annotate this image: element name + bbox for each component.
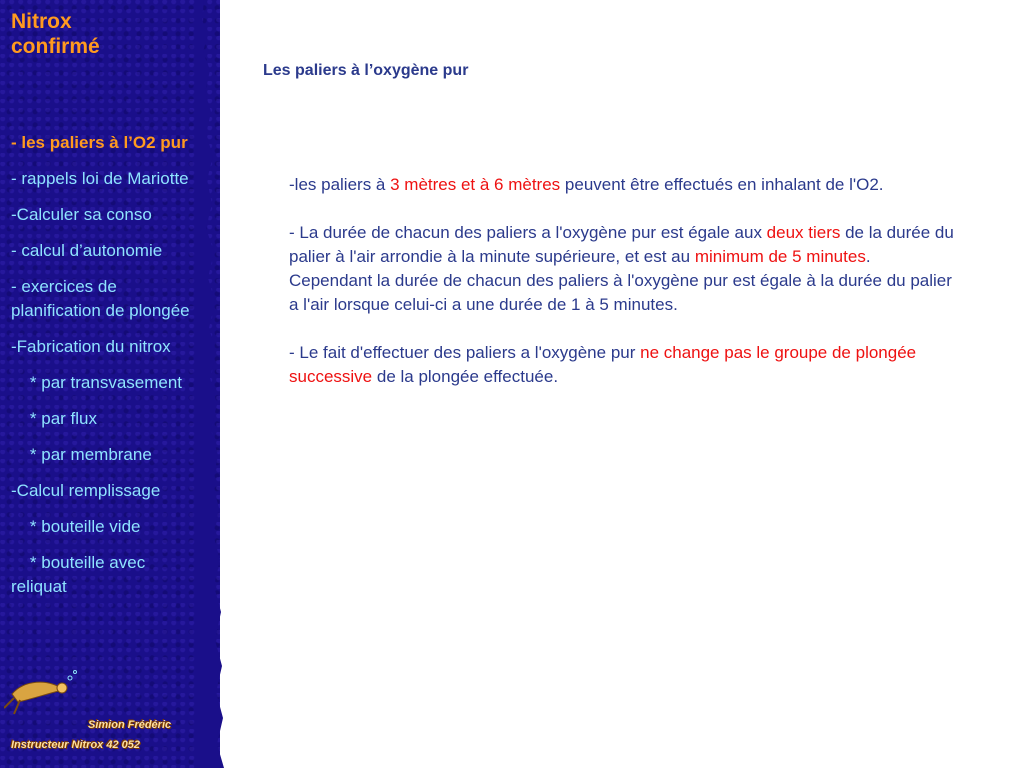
paragraph-group-pre: - Le fait d'effectuer des paliers a l'oxygène pur [289, 343, 641, 362]
spacer [289, 197, 954, 221]
highlight-group: ne change pas le groupe de plongée successive [289, 343, 917, 386]
sidebar-item-calcul-remplissage[interactable]: -Calcul remplissage [11, 481, 161, 500]
app-title-line-2: confirmé [11, 35, 100, 58]
paragraph-o2-depths-pre: -les paliers à [289, 175, 391, 194]
paragraph-duration-post: . [865, 247, 871, 266]
sidebar-item-transvasement[interactable]: * par transvasement [11, 373, 183, 392]
paragraph-exception: Cependant la durée de chacun des paliers à l'oxygène pur est égale à la durée du palier a l'air lorsque celui-ci a une durée de 1 à 5 minutes. [289, 271, 952, 314]
paragraph-duration-mid: de la durée du palier à l'air arrondie à la minute supérieure, et est au [289, 223, 954, 266]
sidebar-item-membrane[interactable]: * par membrane [11, 445, 152, 464]
sidebar-item-calculer-conso[interactable]: -Calculer sa conso [11, 205, 152, 224]
app-title [11, 9, 100, 59]
paragraph-duration-pre: - La durée de chacun des paliers a l'oxygène pur est égale aux [289, 223, 767, 242]
sidebar-item-planification[interactable]: - exercices de planification de plongée [11, 277, 190, 320]
sidebar [0, 0, 220, 768]
sidebar-item-flux[interactable]: * par flux [11, 409, 97, 428]
slide-content [289, 173, 954, 389]
sidebar-item-calcul-autonomie[interactable]: - calcul d’autonomie [11, 241, 163, 260]
sidebar-item-bouteille-reliquat[interactable]: * bouteille avec reliquat [11, 553, 150, 596]
author-role: Instructeur Nitrox 42 052 [11, 739, 140, 751]
sidebar-item-loi-mariotte[interactable]: - rappels loi de Mariotte [11, 169, 189, 188]
highlight-depths: 3 mètres et à 6 mètres [390, 175, 561, 194]
paragraph-o2-depths-post: peuvent être effectués en inhalant de l'O2. [560, 175, 884, 194]
sidebar-item-fabrication-nitrox[interactable]: -Fabrication du nitrox [11, 337, 171, 356]
author-name: Simion Frédéric [88, 719, 172, 731]
paragraph-duration [289, 221, 954, 269]
paragraph-group [289, 341, 954, 389]
paragraph-o2-depths [289, 173, 954, 197]
paragraph-group-post: de la plongée effectuée. [372, 367, 559, 386]
sidebar-rough-edge [196, 0, 226, 768]
sidebar-item-bouteille-vide[interactable]: * bouteille vide [11, 517, 141, 536]
highlight-minimum: minimum de 5 minutes [694, 247, 866, 266]
diver-logo-icon [4, 668, 84, 718]
slide-title: Les paliers à l’oxygène pur [263, 62, 469, 79]
sidebar-item-paliers-o2[interactable]: - les paliers à l’O2 pur [11, 133, 188, 152]
highlight-two-thirds: deux tiers [766, 223, 841, 242]
sidebar-nav [11, 131, 191, 611]
app-title-line-1: Nitrox [11, 10, 72, 33]
spacer [289, 317, 954, 341]
